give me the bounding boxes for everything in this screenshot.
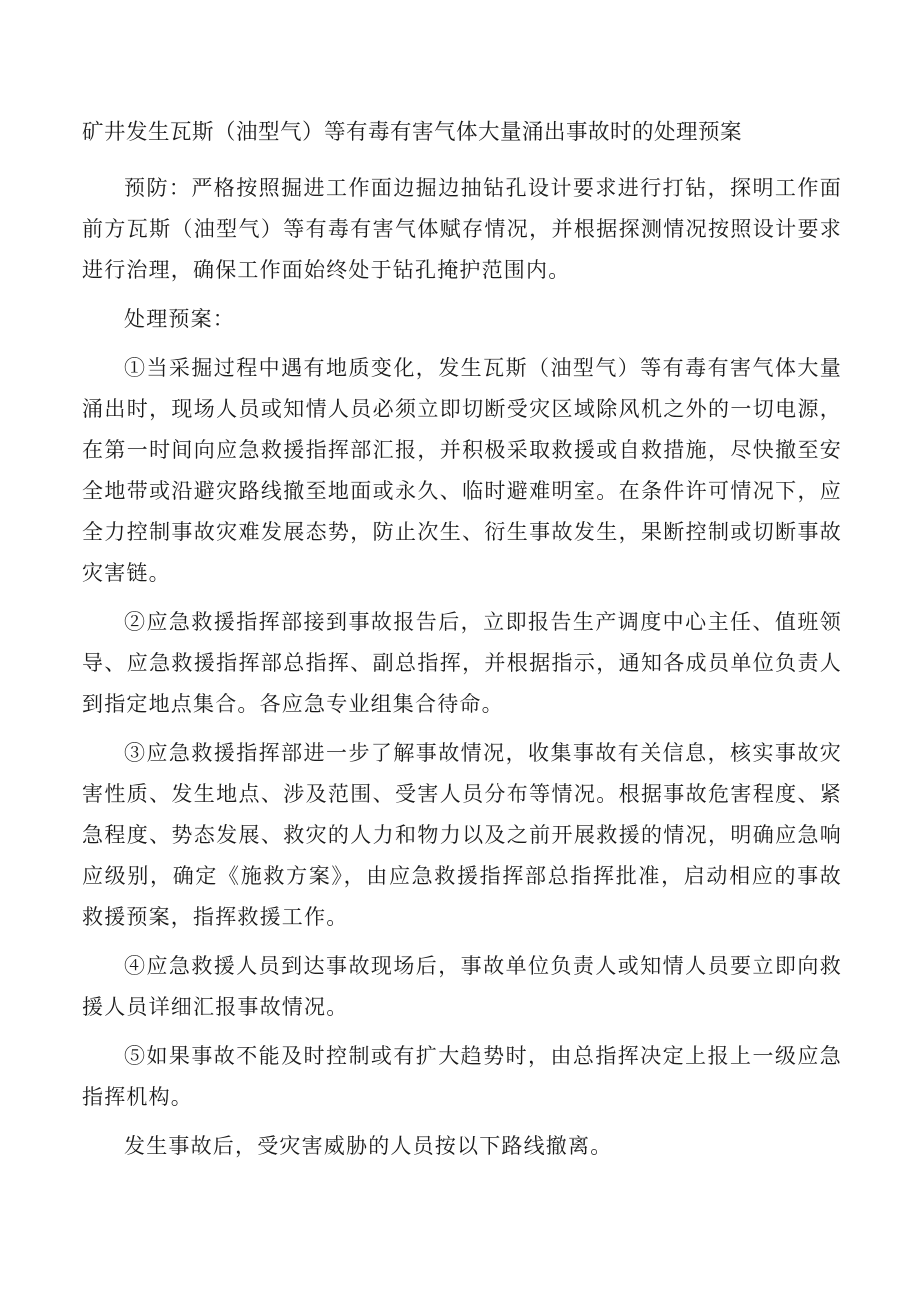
prevention-paragraph: 预防：严格按照掘进工作面边掘边抽钻孔设计要求进行打钻，探明工作面前方瓦斯（油型气）等有毒有害气体赋存情况，并根据探测情况按照设计要求进行治理，确保工作面始终处于钻孔掩护范围内。: [82, 176, 842, 282]
document-title: 矿井发生瓦斯（油型气）等有毒有害气体大量涌出事故时的处理预案: [82, 120, 743, 145]
plan-step-4: ④应急救援人员到达事故现场后，事故单位负责人或知情人员要立即向救援人员详细汇报事故情况。: [82, 954, 842, 1019]
evacuation-paragraph: 发生事故后，受灾害威胁的人员按以下路线撤离。: [124, 1134, 613, 1158]
plan-step-1: ①当采掘过程中遇有地质变化，发生瓦斯（油型气）等有毒有害气体大量涌出时，现场人员或知情人员必须立即切断受灾区域除风机之外的一切电源，在第一时间向应急救援指挥部汇报，并积极采取救援或自救措施，尽快撤至安全地带或沿避灾路线撤至地面或永久、临时避难明室。在条件许可情况下，应全力控制事故灾难发展态势，防止次生、衍生事故发生，果断控制或切断事故灾害链。: [82, 356, 842, 585]
plan-step-3: ③应急救援指挥部进一步了解事故情况，收集事故有关信息，核实事故灾害性质、发生地点、涉及范围、受害人员分布等情况。根据事故危害程度、紧急程度、势态发展、救灾的人力和物力以及之前开展救援的情况，明确应急响应级别，确定《施救方案》，由应急救援指挥部总指挥批准，启动相应的事故救援预案，指挥救援工作。: [82, 741, 842, 929]
document-body: [82, 168, 842, 1175]
plan-step-5: ⑤如果事故不能及时控制或有扩大趋势时，由总指挥决定上报上一级应急指挥机构。: [82, 1044, 842, 1109]
plan-step-2: ②应急救援指挥部接到事故报告后，立即报告生产调度中心主任、值班领导、应急救援指挥部总指挥、副总指挥，并根据指示，通知各成员单位负责人到指定地点集合。各应急专业组集合待命。: [82, 610, 842, 716]
plan-heading: 处理预案：: [124, 307, 235, 331]
